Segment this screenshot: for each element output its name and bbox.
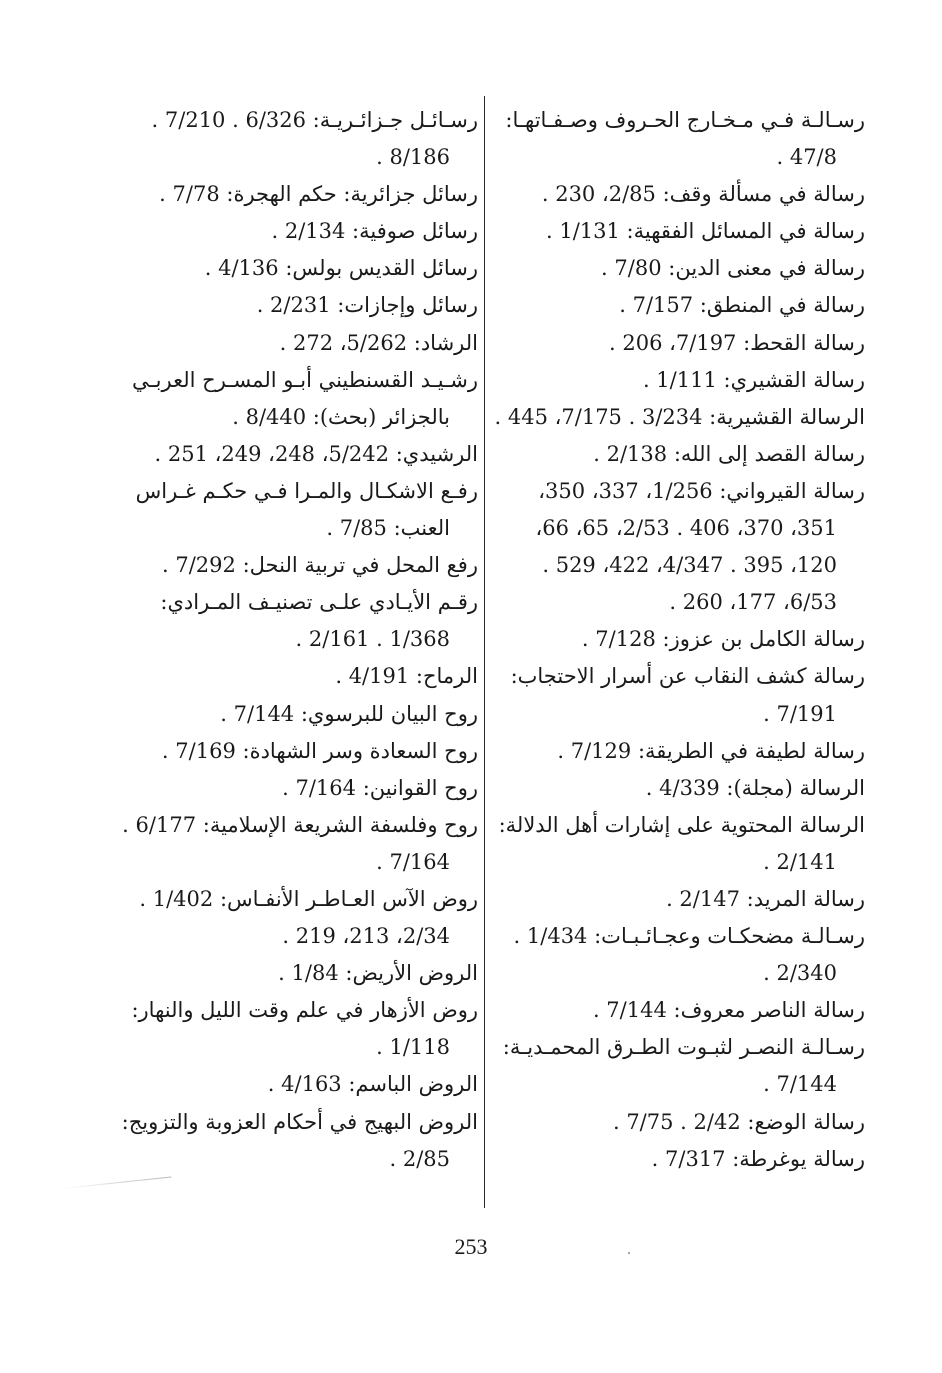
index-column-left (104, 102, 478, 1178)
index-entry-heading: رفع المحل في تربية النحل: 7/292 . (162, 553, 478, 578)
index-entry (104, 547, 478, 584)
index-entry (487, 621, 865, 658)
index-entry-heading: رسالة المريد: 2/147 . (666, 886, 865, 911)
index-entry-heading: الروض البهيج في أحكام العزوبة والتزويج: (121, 1109, 478, 1134)
index-entry-heading: رسالة كشف النقاب عن أسرار الاحتجاب: (510, 664, 865, 689)
index-entry (104, 992, 478, 1066)
index-entry-heading: رسالة الوضع: 2/42 . 7/75 . (612, 1109, 865, 1134)
index-entry-heading: رشـيـد القسنطيني أبـو المسـرح العربـي (132, 367, 478, 392)
index-entry-heading: الرشاد: 5/262، 272 . (279, 330, 478, 355)
index-entry (104, 696, 478, 733)
index-entry-heading: روض الأزهار في علم وقت الليل والنهار: (131, 998, 478, 1023)
index-entry (104, 584, 478, 658)
index-entry-heading: الرسالة (مجلة): 4/339 . (645, 775, 865, 800)
index-entry (487, 362, 865, 399)
index-entry (104, 362, 478, 436)
index-entry (104, 807, 478, 881)
index-entry-heading: الروض الأريض: 1/84 . (278, 961, 478, 986)
index-entry-heading: رسالة القحط: 7/197، 206 . (608, 330, 865, 355)
index-entry (487, 436, 865, 473)
scan-artifact-line (62, 1177, 172, 1189)
index-entry-heading: رسـالـة مضحكـات وعجـائـبـات: 1/434 . (513, 924, 865, 949)
index-entry-heading: الرماح: 4/191 . (335, 664, 478, 689)
index-entry-heading: رسائل صوفية: 2/134 . (271, 219, 478, 244)
index-entry (487, 102, 865, 176)
index-entry (104, 473, 478, 547)
index-entry-continuation: 7/191 . (763, 701, 837, 726)
index-entry (487, 881, 865, 918)
index-entry-heading: روح القوانين: 7/164 . (282, 775, 478, 800)
index-entry (487, 1104, 865, 1141)
index-entry-heading: رسالة القشيري: 1/111 . (642, 367, 865, 392)
index-entry (487, 807, 865, 881)
index-entry-heading: رسائل القديس بولس: 4/136 . (204, 256, 478, 281)
index-entry (487, 658, 865, 732)
index-entry-heading: رفـع الاشكـال والمـرا فـي حكـم غـراس (135, 478, 478, 503)
index-entry-continuation: 2/141 . (763, 849, 837, 874)
index-entry-heading: رسالة يوغرطة: 7/317 . (651, 1146, 865, 1171)
index-entry (104, 287, 478, 324)
index-column-right (487, 102, 865, 1178)
index-entry (104, 436, 478, 473)
index-entry-heading: رسائل جزائرية: حكم الهجرة: 7/78 . (159, 182, 478, 207)
index-entry (487, 213, 865, 250)
index-entry (104, 770, 478, 807)
index-entry-heading: رسالة الكامل بن عزوز: 7/128 . (581, 627, 865, 652)
index-entry-continuation: 7/164 . (376, 849, 450, 874)
index-entry-continuation: 6/53، 177، 260 . (669, 590, 837, 615)
index-entry (104, 250, 478, 287)
index-entry-heading: رسـائـل جـزائـريـة: 6/326 . 7/210 . (151, 108, 478, 132)
index-entry-heading: رسـالـة النصـر لثبـوت الطـرق المحمـديـة: (502, 1035, 865, 1060)
index-entry-heading: رسالة الناصر معروف: 7/144 . (592, 998, 865, 1023)
index-entry-heading: الروض الباسم: 4/163 . (267, 1072, 478, 1097)
index-entry-heading: رسالة في المسائل الفقهية: 1/131 . (545, 219, 865, 244)
scan-speck (628, 1252, 630, 1254)
index-entry (104, 881, 478, 955)
index-entry (487, 287, 865, 324)
index-entry-heading: رسالة في مسألة وقف: 2/85، 230 . (541, 182, 865, 207)
index-entry (487, 733, 865, 770)
index-entry-heading: روح السعادة وسر الشهادة: 7/169 . (161, 738, 478, 763)
index-entry (104, 213, 478, 250)
index-entry (487, 176, 865, 213)
index-entry (487, 399, 865, 436)
index-entry-continuation: 2/85 . (389, 1146, 450, 1171)
index-entry (104, 955, 478, 992)
index-entry-heading: رسالة لطيفة في الطريقة: 7/129 . (557, 738, 865, 763)
index-entry (104, 176, 478, 213)
index-entry-continuation: 1/368 . 2/161 . (295, 627, 450, 652)
index-entry-continuation: 2/340 . (763, 961, 837, 986)
index-entry (487, 918, 865, 992)
index-entry-continuation: العنب: 7/85 . (326, 516, 450, 541)
index-entry-continuation: 8/186 . (376, 145, 450, 170)
index-entry (104, 658, 478, 695)
index-entry-heading: الرسالة المحتوية على إشارات أهل الدلالة: (498, 812, 865, 837)
index-entry (487, 1029, 865, 1103)
index-entry-continuation: 47/8 . (776, 145, 837, 170)
index-entry (487, 473, 865, 621)
index-entry-continuation: 120، 395 . 4/347، 422، 529 . (542, 553, 837, 578)
index-entry-heading: روح وفلسفة الشريعة الإسلامية: 6/177 . (122, 812, 478, 837)
index-entry (487, 1141, 865, 1178)
index-entry-continuation: 1/118 . (376, 1035, 450, 1060)
index-entry-heading: رسالة القصد إلى الله: 2/138 . (593, 441, 865, 466)
index-entry (104, 325, 478, 362)
page-number: 253 (454, 1234, 488, 1259)
index-entry-heading: الرسالة القشيرية: 3/234 . 7/175، 445 . (494, 404, 865, 429)
column-divider (484, 96, 485, 1208)
index-entry-heading: روح البيان للبرسوي: 7/144 . (220, 701, 478, 726)
index-entry-heading: الرشيدي: 5/242، 248، 249، 251 . (154, 441, 478, 466)
index-entry-heading: رقـم الأيـادي علـى تصنيـف المـرادي: (160, 590, 478, 615)
index-entry (104, 1066, 478, 1103)
index-entry-heading: رسـالـة فـي مـخـارج الحـروف وصـفـاتهـا: (505, 108, 865, 132)
index-entry-heading: رسائل وإجازات: 2/231 . (256, 293, 478, 318)
index-entry-continuation: 7/144 . (763, 1072, 837, 1097)
index-entry-continuation: بالجزائر (بحث): 8/440 . (232, 404, 450, 429)
index-entry-continuation: 351، 370، 406 . 2/53، 65، 66، (535, 516, 837, 541)
index-entry (104, 102, 478, 176)
index-entry-heading: روض الآس العـاطـر الأنفـاس: 1/402 . (139, 886, 478, 911)
index-entry-heading: رسالة في المنطق: 7/157 . (619, 293, 865, 318)
index-entry (487, 250, 865, 287)
index-entry-heading: رسالة القيرواني: 1/256، 337، 350، (538, 478, 865, 503)
index-entry (487, 770, 865, 807)
index-entry (104, 1104, 478, 1178)
index-entry-continuation: 2/34، 213، 219 . (282, 924, 450, 949)
index-entry (104, 733, 478, 770)
index-entry (487, 325, 865, 362)
index-entry (487, 992, 865, 1029)
index-entry-heading: رسالة في معنى الدين: 7/80 . (601, 256, 865, 281)
